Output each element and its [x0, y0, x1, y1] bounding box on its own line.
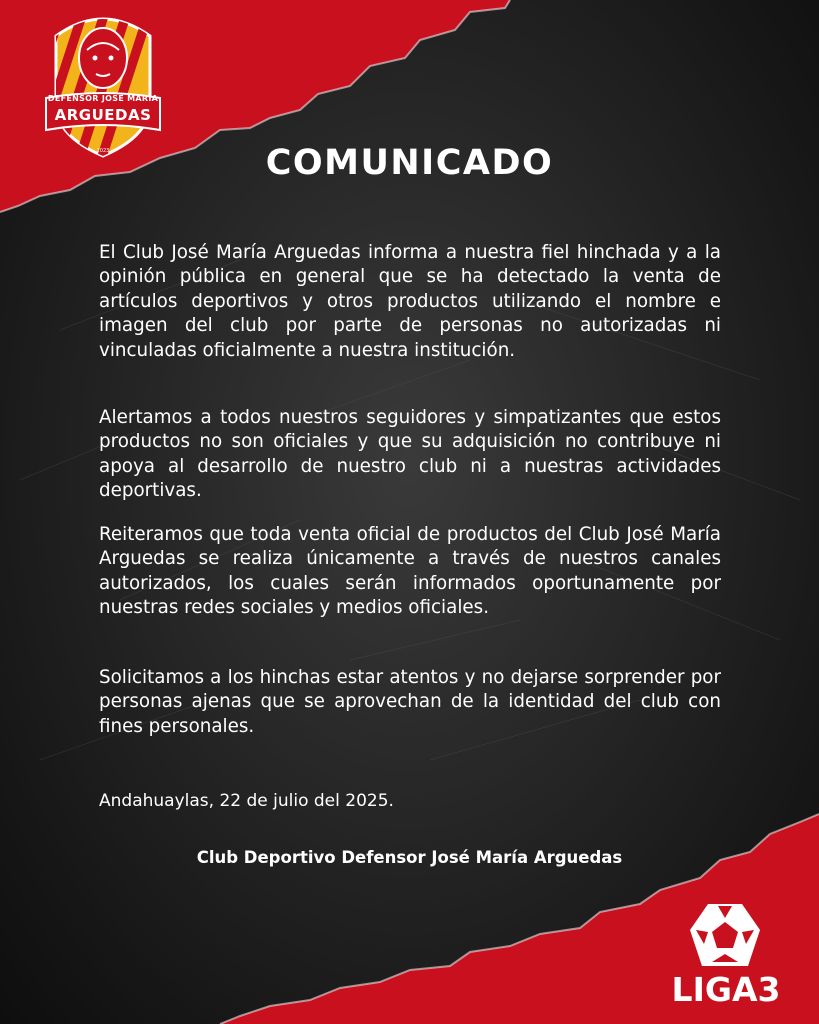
liga3-ball-icon	[688, 900, 762, 970]
club-crest	[44, 6, 162, 158]
crest-title-large: ARGUEDAS	[54, 106, 152, 124]
paragraph-2: Alertamos a todos nuestros seguidores y simpatizantes que estos productos no son oficiales y que su adquisición no contribuye ni apoya al desarrollo de nuestro club ni a nuestras actividades deportivas.	[99, 407, 721, 502]
crest-shield-icon	[44, 6, 162, 158]
paragraph-1: El Club José María Arguedas informa a nuestra fiel hinchada y a la opinión pública en general que se ha detectado la venta de artículos deportivos y otros productos utilizando el nombre e imagen del club por parte de personas no autorizadas ni vinculadas oficialmente a nuestra institución.	[99, 242, 721, 361]
crest-year: 2023	[96, 148, 110, 154]
date-line: Andahuaylas, 22 de julio del 2025.	[99, 791, 394, 811]
crest-title-small: DEFENSOR JOSÉ MARÍA	[47, 94, 159, 103]
signature: Club Deportivo Defensor José María Arguedas	[196, 848, 623, 867]
page-title: COMUNICADO	[265, 143, 554, 183]
paragraph-3: Reiteramos que toda venta oficial de productos del Club José María Arguedas se realiza únicamente a través de nuestros canales autorizados, los cuales serán informados oportunamente por nuestras redes sociales y medios oficiales.	[99, 524, 721, 619]
paragraph-4: Solicitamos a los hinchas estar atentos y no dejarse sorprender por personas ajenas que se aprovechan de la identidad del club con fines personales.	[99, 667, 721, 737]
liga3-logo-text: LIGA3	[671, 970, 781, 1009]
